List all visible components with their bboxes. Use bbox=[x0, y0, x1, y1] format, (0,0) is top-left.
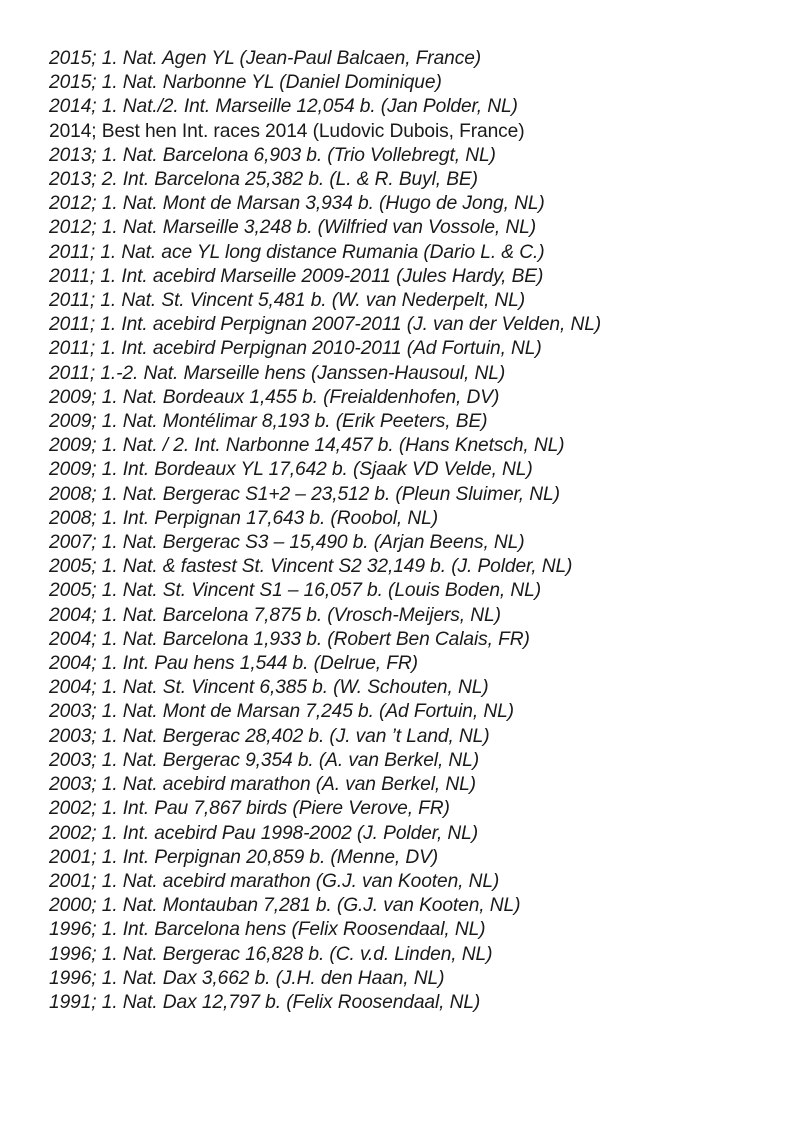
result-line: 2014; Best hen Int. races 2014 (Ludovic Dubois, France) bbox=[49, 120, 525, 142]
result-line: 2003; 1. Nat. acebird marathon (A. van Berkel, NL) bbox=[49, 774, 476, 796]
result-line: 2004; 1. Nat. St. Vincent 6,385 b. (W. Schouten, NL) bbox=[49, 677, 489, 699]
results-list bbox=[49, 47, 789, 1015]
result-line: 1996; 1. Nat. Bergerac 16,828 b. (C. v.d. Linden, NL) bbox=[49, 943, 493, 965]
result-line: 2013; 1. Nat. Barcelona 6,903 b. (Trio Vollebregt, NL) bbox=[49, 144, 496, 166]
result-line: 1996; 1. Int. Barcelona hens (Felix Roosendaal, NL) bbox=[49, 919, 486, 941]
result-line: 2007; 1. Nat. Bergerac S3 – 15,490 b. (Arjan Beens, NL) bbox=[49, 532, 525, 554]
result-line: 2011; 1.-2. Nat. Marseille hens (Janssen-Hausoul, NL) bbox=[49, 362, 506, 384]
result-line: 2015; 1. Nat. Narbonne YL (Daniel Dominique) bbox=[49, 72, 442, 94]
result-line: 2008; 1. Int. Perpignan 17,643 b. (Roobol, NL) bbox=[49, 507, 439, 529]
result-line: 2002; 1. Int. acebird Pau 1998-2002 (J. Polder, NL) bbox=[49, 822, 479, 844]
result-line: 2002; 1. Int. Pau 7,867 birds (Piere Verove, FR) bbox=[49, 798, 450, 820]
result-line: 1996; 1. Nat. Dax 3,662 b. (J.H. den Haan, NL) bbox=[49, 967, 445, 989]
result-line: 2009; 1. Nat. Montélimar 8,193 b. (Erik Peeters, BE) bbox=[49, 411, 488, 433]
result-line: 2012; 1. Nat. Mont de Marsan 3,934 b. (Hugo de Jong, NL) bbox=[49, 193, 545, 215]
result-line: 2011; 1. Int. acebird Perpignan 2007-2011 (J. van der Velden, NL) bbox=[49, 314, 602, 336]
result-line: 2011; 1. Nat. St. Vincent 5,481 b. (W. van Nederpelt, NL) bbox=[49, 290, 526, 312]
result-line: 2012; 1. Nat. Marseille 3,248 b. (Wilfried van Vossole, NL) bbox=[49, 217, 536, 239]
result-line: 2000; 1. Nat. Montauban 7,281 b. (G.J. van Kooten, NL) bbox=[49, 895, 521, 917]
result-line: 2003; 1. Nat. Bergerac 28,402 b. (J. van ’t Land, NL) bbox=[49, 725, 490, 747]
result-line: 1991; 1. Nat. Dax 12,797 b. (Felix Roosendaal, NL) bbox=[49, 991, 481, 1013]
result-line: 2003; 1. Nat. Mont de Marsan 7,245 b. (Ad Fortuin, NL) bbox=[49, 701, 514, 723]
result-line: 2011; 1. Int. acebird Marseille 2009-2011 (Jules Hardy, BE) bbox=[49, 265, 544, 287]
result-line: 2014; 1. Nat./2. Int. Marseille 12,054 b. (Jan Polder, NL) bbox=[49, 96, 518, 118]
result-line: 2013; 2. Int. Barcelona 25,382 b. (L. & R. Buyl, BE) bbox=[49, 169, 478, 191]
result-line: 2009; 1. Int. Bordeaux YL 17,642 b. (Sjaak VD Velde, NL) bbox=[49, 459, 533, 481]
result-line: 2011; 1. Int. acebird Perpignan 2010-2011 (Ad Fortuin, NL) bbox=[49, 338, 542, 360]
result-line: 2003; 1. Nat. Bergerac 9,354 b. (A. van Berkel, NL) bbox=[49, 749, 480, 771]
result-line: 2009; 1. Nat. / 2. Int. Narbonne 14,457 b. (Hans Knetsch, NL) bbox=[49, 435, 565, 457]
result-line: 2004; 1. Nat. Barcelona 7,875 b. (Vrosch-Meijers, NL) bbox=[49, 604, 501, 626]
result-line: 2009; 1. Nat. Bordeaux 1,455 b. (Freialdenhofen, DV) bbox=[49, 386, 500, 408]
result-line: 2005; 1. Nat. & fastest St. Vincent S2 32,149 b. (J. Polder, NL) bbox=[49, 556, 573, 578]
result-line: 2004; 1. Nat. Barcelona 1,933 b. (Robert Ben Calais, FR) bbox=[49, 628, 530, 650]
result-line: 2015; 1. Nat. Agen YL (Jean-Paul Balcaen, France) bbox=[49, 48, 482, 69]
result-line: 2001; 1. Nat. acebird marathon (G.J. van Kooten, NL) bbox=[49, 870, 500, 892]
result-line: 2008; 1. Nat. Bergerac S1+2 – 23,512 b. (Pleun Sluimer, NL) bbox=[49, 483, 560, 505]
result-line: 2011; 1. Nat. ace YL long distance Rumania (Dario L. & C.) bbox=[49, 241, 545, 263]
result-line: 2004; 1. Int. Pau hens 1,544 b. (Delrue, FR) bbox=[49, 653, 418, 675]
result-line: 2001; 1. Int. Perpignan 20,859 b. (Menne, DV) bbox=[49, 846, 439, 868]
result-line: 2005; 1. Nat. St. Vincent S1 – 16,057 b. (Louis Boden, NL) bbox=[49, 580, 541, 602]
